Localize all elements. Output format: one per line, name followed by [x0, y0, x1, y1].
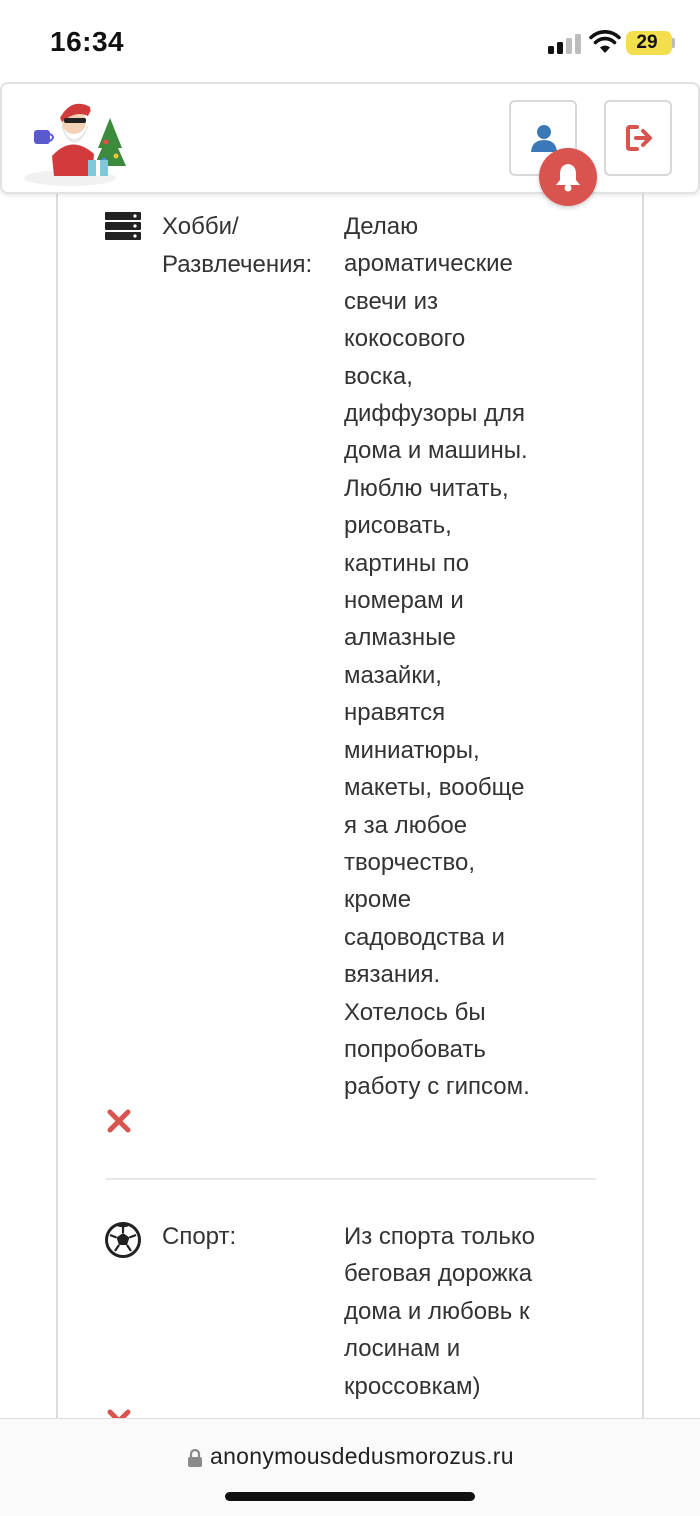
label-line: Развлечения:: [162, 250, 313, 278]
value-line: дома и машины.: [344, 437, 528, 465]
signal-icon: [548, 34, 582, 54]
home-indicator[interactable]: [225, 1492, 475, 1501]
value-line: ароматические: [344, 250, 513, 278]
url-text[interactable]: anonymousdedusmorozus.ru: [210, 1443, 514, 1469]
value-line: рисовать,: [344, 512, 452, 540]
server-icon: [105, 212, 141, 240]
santa-logo-icon[interactable]: [22, 94, 134, 188]
battery-level: 29: [636, 32, 658, 53]
soccer-ball-icon: [105, 1222, 141, 1258]
logout-button[interactable]: [604, 100, 672, 176]
divider: [106, 1178, 596, 1180]
value-line: кроме: [344, 886, 412, 914]
value-line: диффузоры для: [344, 400, 525, 428]
value-line: мазайки,: [344, 661, 442, 689]
hobby-label: [162, 208, 342, 283]
wifi-icon: [589, 30, 621, 54]
battery-icon: [626, 31, 672, 55]
sport-label: [162, 1218, 342, 1256]
status-time: 16:34: [50, 26, 125, 57]
sport-value: [344, 1218, 574, 1405]
value-line: кроссовкам): [344, 1372, 481, 1400]
value-line: попробовать: [344, 1035, 486, 1063]
value-line: садоводства и: [344, 923, 505, 951]
hobby-value: [344, 208, 574, 1106]
value-line: алмазные: [344, 624, 456, 652]
value-line: дома и любовь к: [344, 1297, 530, 1325]
value-line: вязания.: [344, 961, 441, 989]
value-line: работу с гипсом.: [344, 1073, 530, 1101]
bell-icon: [554, 162, 582, 192]
value-line: номерам и: [344, 587, 464, 615]
value-line: воска,: [344, 362, 413, 390]
value-line: творчество,: [344, 848, 475, 876]
value-line: лосинам и: [344, 1335, 461, 1363]
value-line: Делаю: [344, 213, 419, 240]
logout-icon: [625, 124, 655, 152]
lock-icon: [187, 1448, 203, 1468]
remove-hobby-button[interactable]: [106, 1108, 132, 1134]
value-line: макеты, вообще: [344, 774, 525, 802]
value-line: картины по: [344, 549, 470, 577]
value-line: нравятся: [344, 699, 446, 727]
label-line: Хобби/: [162, 213, 239, 240]
value-line: миниатюры,: [344, 736, 480, 764]
notification-button[interactable]: [539, 148, 597, 206]
profile-card: [56, 190, 644, 1430]
value-line: беговая дорожка: [344, 1260, 533, 1288]
battery-cap: [672, 38, 675, 48]
user-icon: [530, 124, 558, 154]
status-bar: [0, 0, 700, 84]
value-line: кокосового: [344, 325, 466, 353]
value-line: свечи из: [344, 287, 439, 315]
value-line: я за любое: [344, 811, 468, 839]
browser-address-bar[interactable]: [0, 1418, 700, 1516]
label-line: Спорт:: [162, 1223, 237, 1250]
value-line: Люблю читать,: [344, 474, 509, 502]
value-line: Хотелось бы: [344, 998, 486, 1026]
value-line: Из спорта только: [344, 1223, 535, 1250]
